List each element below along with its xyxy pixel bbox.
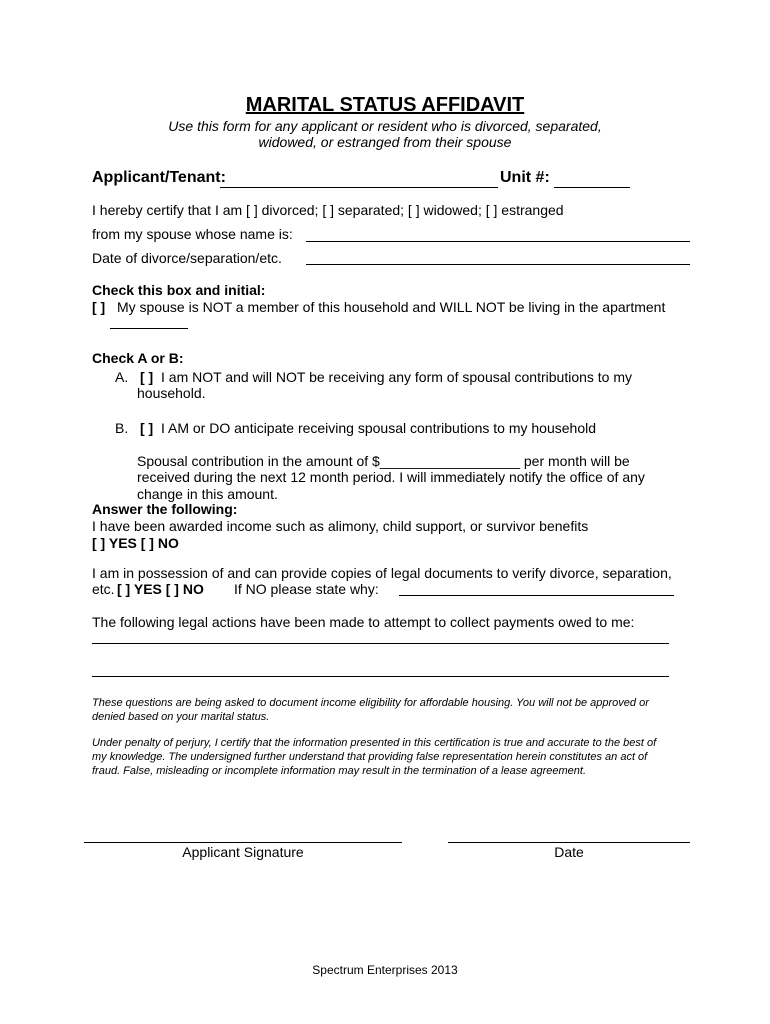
- note2-line2: my knowledge. The undersigned further understand that providing false representation herein constitutes an act of: [92, 751, 648, 763]
- legal-actions-text: The following legal actions have been made to attempt to collect payments owed to me:: [92, 614, 635, 630]
- possession-why-field[interactable]: [399, 595, 674, 596]
- check-box-bracket[interactable]: [ ]: [92, 299, 106, 315]
- contribution-line2: received during the next 12 month period. I will immediately notify the office of any: [137, 469, 645, 485]
- option-b-bracket[interactable]: [ ]: [140, 420, 154, 436]
- form-title: MARITAL STATUS AFFIDAVIT: [245, 94, 525, 116]
- initial-field[interactable]: [110, 328, 188, 329]
- spouse-name-label: from my spouse whose name is:: [92, 226, 293, 242]
- option-a-letter: A.: [115, 369, 129, 385]
- date-sig-field[interactable]: [448, 842, 690, 843]
- option-b-text: I AM or DO anticipate receiving spousal contributions to my household: [161, 420, 597, 436]
- date-field[interactable]: [306, 264, 690, 265]
- contribution-line3: change in this amount.: [137, 486, 278, 502]
- option-a-bracket[interactable]: [ ]: [140, 369, 154, 385]
- date-sig-label: Date: [554, 844, 584, 860]
- possession-options[interactable]: [ ] YES [ ] NO: [117, 581, 204, 597]
- answer-heading: Answer the following:: [92, 501, 238, 517]
- signature-label: Applicant Signature: [182, 844, 304, 860]
- signature-field[interactable]: [84, 842, 402, 843]
- legal-actions-field-1[interactable]: [92, 643, 669, 644]
- check-box-text: My spouse is NOT a member of this household and WILL NOT be living in the apartment: [117, 299, 666, 315]
- note2-line1: Under penalty of perjury, I certify that the information presented in this certification is true and accurate to the best of: [92, 737, 657, 749]
- awarded-text: I have been awarded income such as alimony, child support, or survivor benefits: [92, 518, 589, 534]
- certify-line: I hereby certify that I am [ ] divorced; [ ] separated; [ ] widowed; [ ] estranged: [92, 202, 564, 218]
- possession-prefix: etc.: [92, 581, 115, 597]
- awarded-options[interactable]: [ ] YES [ ] NO: [92, 535, 179, 551]
- applicant-label: Applicant/Tenant:: [92, 169, 226, 186]
- note1-line1: These questions are being asked to document income eligibility for affordable housing. You will not be approved or: [92, 697, 649, 709]
- subtitle-line1: Use this form for any applicant or resident who is divorced, separated,: [168, 118, 602, 134]
- date-label: Date of divorce/separation/etc.: [92, 250, 282, 266]
- note1-line2: denied based on your marital status.: [92, 711, 270, 723]
- spouse-name-field[interactable]: [306, 241, 690, 242]
- note2-line3: fraud. False, misleading or incomplete information may result in the termination of a lease agreement.: [92, 765, 587, 777]
- footer: Spectrum Enterprises 2013: [312, 963, 458, 977]
- applicant-field[interactable]: [220, 187, 498, 188]
- legal-actions-field-2[interactable]: [92, 676, 669, 677]
- check-box-heading: Check this box and initial:: [92, 282, 266, 298]
- possession-suffix: If NO please state why:: [234, 581, 379, 597]
- unit-label: Unit #:: [500, 169, 550, 186]
- contribution-line1: Spousal contribution in the amount of $__________________ per month will be: [137, 453, 630, 469]
- possession-line1: I am in possession of and can provide copies of legal documents to verify divorce, separation,: [92, 565, 672, 581]
- unit-field[interactable]: [554, 187, 630, 188]
- subtitle-line2: widowed, or estranged from their spouse: [258, 134, 512, 150]
- option-b-letter: B.: [115, 420, 129, 436]
- check-ab-heading: Check A or B:: [92, 350, 184, 366]
- option-a-text: I am NOT and will NOT be receiving any form of spousal contributions to my: [161, 369, 633, 385]
- option-a-text2: household.: [137, 385, 206, 401]
